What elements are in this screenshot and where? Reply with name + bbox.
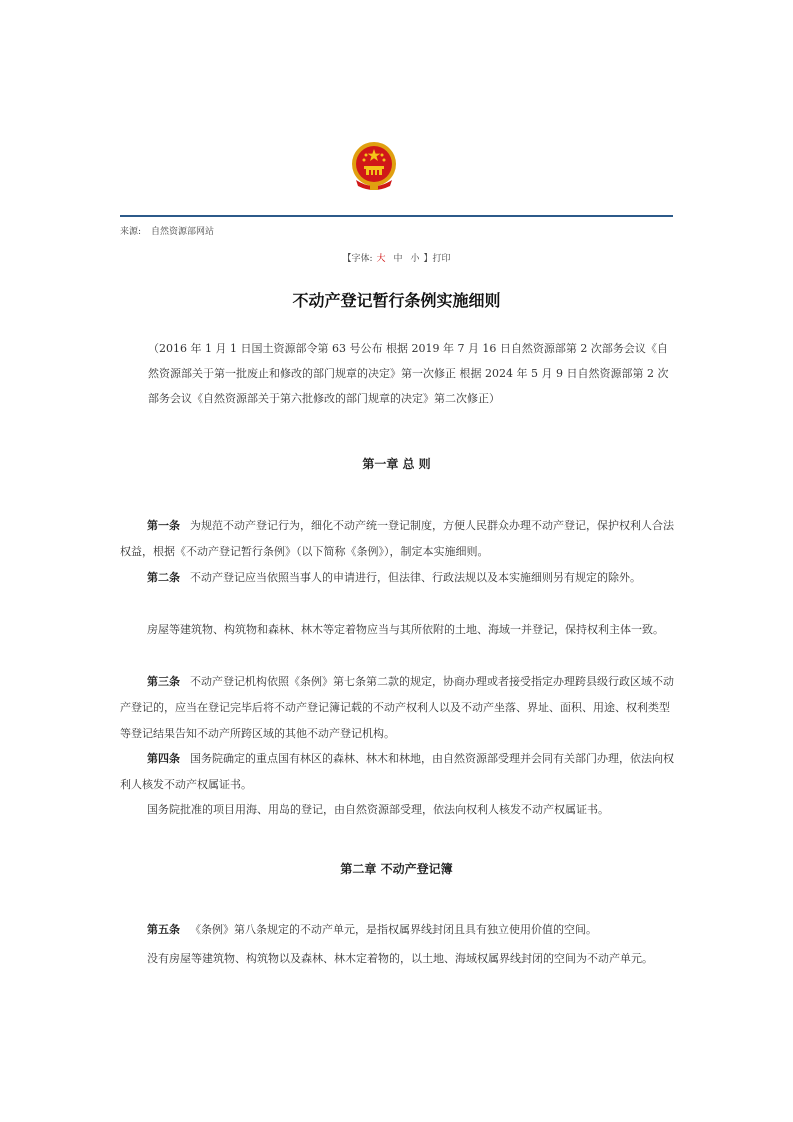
chapter-heading-2: 第二章 不动产登记簿 — [340, 862, 453, 876]
article-label: 第二条 — [147, 571, 180, 584]
article-text: 房屋等建筑物、构筑物和森林、林木等定着物应当与其所依附的土地、海域一并登记，保持权利主体一致。 — [147, 623, 664, 636]
page-title: 不动产登记暂行条例实施细则 — [292, 291, 501, 310]
article-paragraph — [120, 617, 676, 643]
article-label: 第五条 — [147, 923, 180, 936]
article-text: 为规范不动产登记行为，细化不动产统一登记制度，方便人民群众办理不动产登记，保护权利人合法权益，根据《不动产登记暂行条例》（以下简称《条例》），制定本实施细则。 — [120, 519, 674, 558]
article-text: 《条例》第八条规定的不动产单元，是指权属界线封闭且具有独立使用价值的空间。 — [190, 923, 597, 936]
article-text: 不动产登记机构依照《条例》第七条第二款的规定，协商办理或者接受指定办理跨县级行政区域不动产登记的，应当在登记完毕后将不动产登记簿记载的不动产权利人以及不动产坐落、界址、面积、用途、权利类型等登记结果告知不动产所跨区域的其他不动产登记机构。 — [120, 675, 674, 740]
national-emblem-icon — [350, 140, 398, 192]
print-link[interactable]: 】打印 — [423, 254, 451, 264]
font-large-link[interactable]: 大 — [376, 254, 386, 264]
article-paragraph — [120, 565, 676, 591]
revision-note-text: （2016 年 1 月 1 日国土资源部令第 63 号公布 根据 2019 年 7 月 16 日自然资源部第 2 次部务会议《自然资源部关于第一批废止和修改的部门规章的决定》第一次修正 根据 2024 年 5 月 9 日自然资源部第 2 次部务会议《自然资源部关于第六批修改的部门规章的决定》第二次修正） — [148, 342, 669, 405]
article-label: 第四条 — [147, 752, 180, 765]
header-divider — [120, 215, 673, 217]
font-medium-link[interactable]: 中 — [393, 254, 403, 264]
source-label: 来源: — [120, 227, 142, 237]
article-text: 不动产登记应当依照当事人的申请进行，但法律、行政法规以及本实施细则另有规定的除外。 — [190, 571, 641, 584]
article-paragraph — [120, 746, 676, 798]
article-label: 第三条 — [147, 675, 180, 688]
article-paragraph — [120, 669, 676, 747]
article-paragraph — [120, 917, 676, 943]
font-small-link[interactable]: 小 — [410, 254, 420, 264]
font-size-open: 【字体: — [342, 254, 373, 264]
font-size-toolbar — [0, 251, 793, 264]
article-paragraph — [120, 946, 676, 972]
chapter-heading-1: 第一章 总 则 — [362, 457, 431, 471]
article-paragraph — [120, 797, 676, 823]
article-text: 没有房屋等建筑物、构筑物以及森林、林木定着物的，以土地、海域权属界线封闭的空间为不动产单元。 — [147, 952, 653, 965]
article-label: 第一条 — [147, 519, 180, 532]
article-paragraph — [120, 513, 676, 565]
source-value: 自然资源部网站 — [151, 227, 215, 237]
article-text: 国务院确定的重点国有林区的森林、林木和林地，由自然资源部受理并会同有关部门办理，依法向权利人核发不动产权属证书。 — [120, 752, 674, 791]
article-text: 国务院批准的项目用海、用岛的登记，由自然资源部受理，依法向权利人核发不动产权属证书。 — [147, 803, 609, 816]
revision-note — [148, 336, 676, 411]
source-line — [120, 224, 214, 237]
